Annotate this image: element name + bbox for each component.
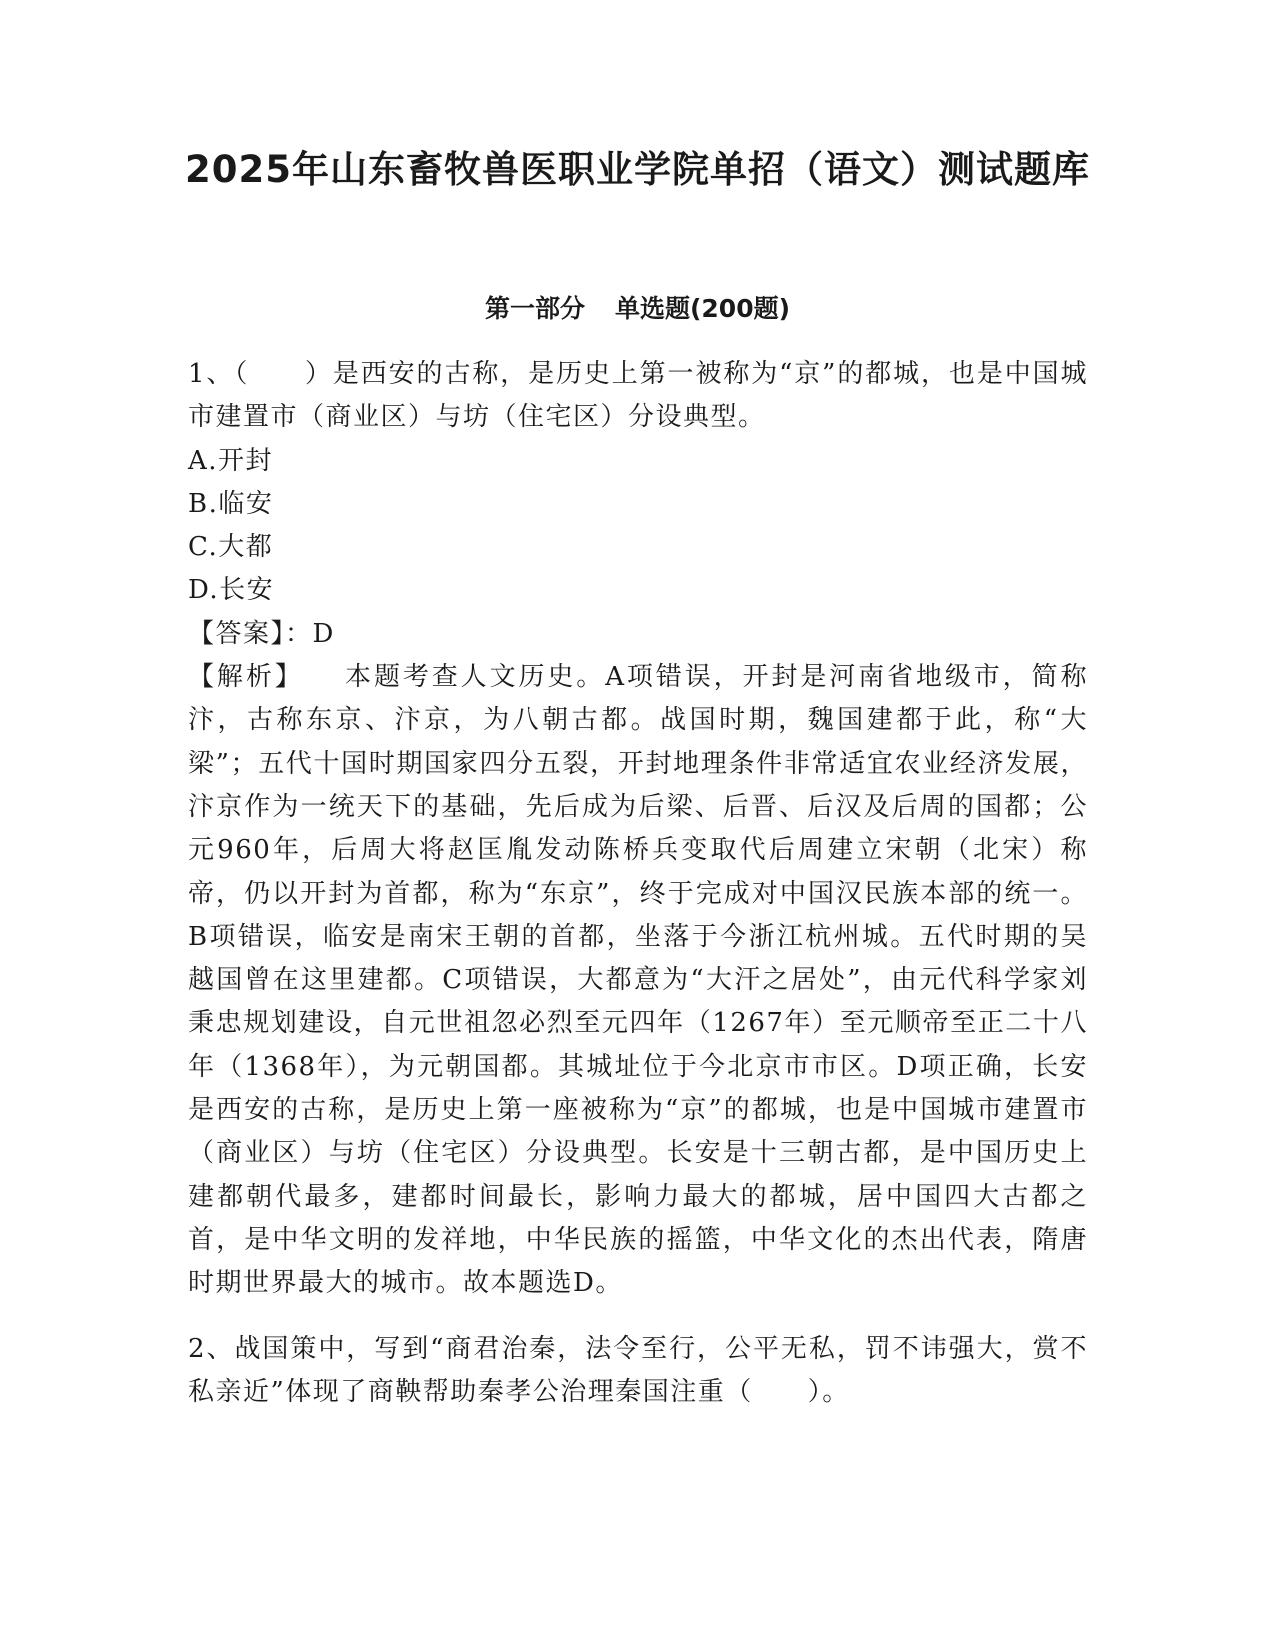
answer-value: D: [312, 618, 335, 649]
question-1-option-c: C.大都: [188, 532, 274, 563]
explanation-text: 本题考查人文历史。A项错误，开封是河南省地级市，简称汴，古称东京、汴京，为八朝古都。战国时期，魏国建都于此，称“大梁”；五代十国时期国家四分五裂，开封地理条件非常适宜农业经济发展，汴京作为一统天下的基础，先后成为后梁、后晋、后汉及后周的国都；公元960年，后周大将赵匡胤发动陈桥兵变取代后周建立宋朝（北宋）称帝，仍以开封为首都，称为“东京”，终于完成对中国汉民族本部的统一。B项错误，临安是南宋王朝的首都，坐落于今浙江杭州城。五代时期的吴越国曾在这里建都。C项错误，大都意为“大汗之居处”，由元代科学家刘秉忠规划建设，自元世祖忽必烈至元四年（1267年）至元顺帝至正二十八年（1368年），为元朝国都。其城址位于今北京市市区。D项正确，长安是西安的古称，是历史上第一座被称为“京”的都城，也是中国城市建置市（商业区）与坊（住宅区）分设典型。长安是十三朝古都，是中国历史上建都朝代最多，建都时间最长，影响力最大的都城，居中国四大古都之首，是中华文明的发祥地，中华民族的摇篮，中华文化的杰出代表，隋唐时期世界最大的城市。故本题选D。: [188, 662, 1088, 1299]
question-1-option-d: D.长安: [188, 575, 275, 606]
question-list: [188, 353, 1088, 1414]
question-1-stem: 1、（ ）是西安的古称，是历史上第一被称为“京”的都城，也是中国城市建置市（商业区）与坊（住宅区）分设典型。: [188, 359, 1088, 433]
answer-label: 【答案】：: [188, 618, 313, 649]
question-1-option-b: B.临安: [188, 488, 274, 519]
explanation-label: 【解析】: [188, 662, 304, 693]
section-heading-type: 单选题(200题): [614, 294, 791, 323]
question-1-option-a: A.开封: [188, 445, 274, 476]
question-1-answer: [188, 613, 1088, 656]
section-heading: [0, 292, 1275, 326]
question-2-stem: 2、战国策中，写到“商君治秦，法令至行，公平无私，罚不讳强大，赏不私亲近”体现了商鞅帮助秦孝公治理秦国注重（ ）。: [188, 1333, 1088, 1407]
question-1-explanation: [188, 656, 1088, 1305]
section-heading-part: 第一部分: [484, 294, 585, 323]
document-title: 2025年山东畜牧兽医职业学院单招（语文）测试题库: [185, 148, 1090, 191]
